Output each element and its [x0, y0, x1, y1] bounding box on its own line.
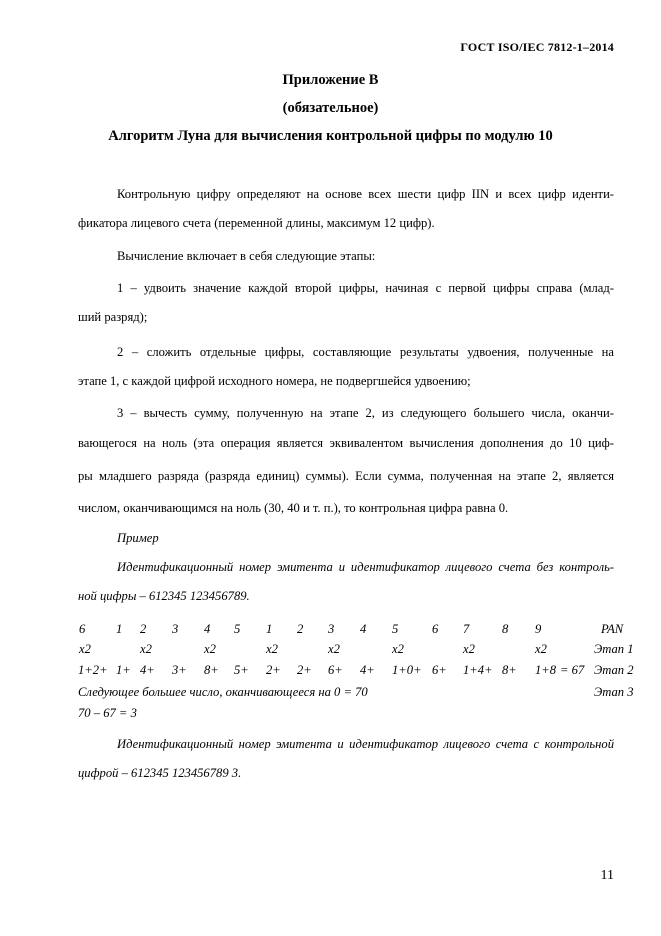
- doubling-marker: x2: [535, 642, 547, 656]
- digit-sum-term: 2+: [297, 663, 312, 677]
- subtraction-line: 70 – 67 = 3: [78, 706, 137, 720]
- digit-sum-term: 5+: [234, 663, 249, 677]
- digit-sum-term: 4+: [360, 663, 375, 677]
- digit-sum-term: 6+: [432, 663, 447, 677]
- pan-digit: 3: [172, 622, 179, 636]
- doubling-marker: x2: [79, 642, 91, 656]
- example-final-line: Идентификационный номер эмитента и идентификатор лицевого счета с контрольной: [117, 737, 614, 751]
- pan-digit: 1: [116, 622, 123, 636]
- example-intro-line: ной цифры – 612345 123456789.: [78, 589, 250, 603]
- doubling-marker: x2: [140, 642, 152, 656]
- paragraph-line: Вычисление включает в себя следующие этапы:: [117, 249, 376, 263]
- appendix-status: (обязательное): [282, 100, 379, 116]
- pan-digit: 1: [266, 622, 273, 636]
- pan-digit: 4: [204, 622, 211, 636]
- next-number-line: Следующее большее число, оканчивающееся на 0 = 70: [78, 685, 368, 699]
- stage-1-label: Этап 1: [594, 642, 634, 656]
- digit-sum-term: 1+: [116, 663, 131, 677]
- page-number: 11: [600, 868, 614, 883]
- stage-3-label: Этап 3: [594, 685, 634, 699]
- pan-digit: 3: [328, 622, 335, 636]
- step-1-line: 1 – удвоить значение каждой второй цифры, начиная с первой цифры справа (млад-: [117, 281, 614, 295]
- stage-2-label: Этап 2: [594, 663, 634, 677]
- pan-digit: 7: [463, 622, 470, 636]
- step-3-line: вающегося на ноль (эта операция является эквивалентом вычисления дополнения до 10 циф-: [78, 436, 614, 450]
- paragraph-line: Контрольную цифру определяют на основе всех шести цифр IIN и всех цифр иденти-: [117, 187, 614, 201]
- pan-digit: 5: [392, 622, 399, 636]
- example-intro-line: Идентификационный номер эмитента и идентификатор лицевого счета без контроль-: [117, 560, 614, 574]
- digit-sum-term: 8+: [204, 663, 219, 677]
- pan-digit: 5: [234, 622, 241, 636]
- pan-digit: 2: [297, 622, 304, 636]
- step-2-line: этапе 1, с каждой цифрой исходного номера, не подвергшейся удвоению;: [78, 374, 471, 388]
- pan-digit: 2: [140, 622, 147, 636]
- step-3-line: ры младшего разряда (разряда единиц) суммы). Если сумма, полученная на этапе 2, является: [78, 469, 614, 483]
- digit-sum-term: 2+: [266, 663, 281, 677]
- doubling-marker: x2: [392, 642, 404, 656]
- pan-digit: 8: [502, 622, 509, 636]
- doubling-marker: x2: [204, 642, 216, 656]
- doubling-marker: x2: [266, 642, 278, 656]
- pan-label: PAN: [601, 622, 624, 636]
- digit-sum-term: 1+8: [535, 663, 557, 677]
- paragraph-line: фикатора лицевого счета (переменной длины, максимум 12 цифр).: [78, 216, 435, 230]
- example-final-line: цифрой – 612345 123456789 3.: [78, 766, 242, 780]
- example-heading: Пример: [117, 531, 159, 545]
- digit-sum-term: 1+4+: [463, 663, 493, 677]
- pan-digit: 4: [360, 622, 367, 636]
- sum-result: = 67: [560, 663, 585, 677]
- step-2-line: 2 – сложить отдельные цифры, составляющие результаты удвоения, полученные на: [117, 345, 614, 359]
- digit-sum-term: 1+2+: [78, 663, 108, 677]
- appendix-name: Алгоритм Луна для вычисления контрольной цифры по модулю 10: [108, 128, 553, 144]
- pan-digit: 6: [79, 622, 86, 636]
- step-3-line: 3 – вычесть сумму, полученную на этапе 2, из следующего большего числа, оканчи-: [117, 406, 614, 420]
- doubling-marker: x2: [328, 642, 340, 656]
- doubling-marker: x2: [463, 642, 475, 656]
- digit-sum-term: 4+: [140, 663, 155, 677]
- step-1-line: ший разряд);: [78, 310, 148, 324]
- appendix-title: Приложение В: [282, 72, 379, 88]
- digit-sum-term: 3+: [172, 663, 187, 677]
- digit-sum-term: 8+: [502, 663, 517, 677]
- pan-digit: 9: [535, 622, 542, 636]
- step-3-line: числом, оканчивающимся на ноль (30, 40 и т. п.), то контрольная цифра равна 0.: [78, 501, 509, 515]
- document-code: ГОСТ ISO/IEC 7812-1–2014: [460, 40, 614, 54]
- digit-sum-term: 1+0+: [392, 663, 422, 677]
- pan-digit: 6: [432, 622, 439, 636]
- digit-sum-term: 6+: [328, 663, 343, 677]
